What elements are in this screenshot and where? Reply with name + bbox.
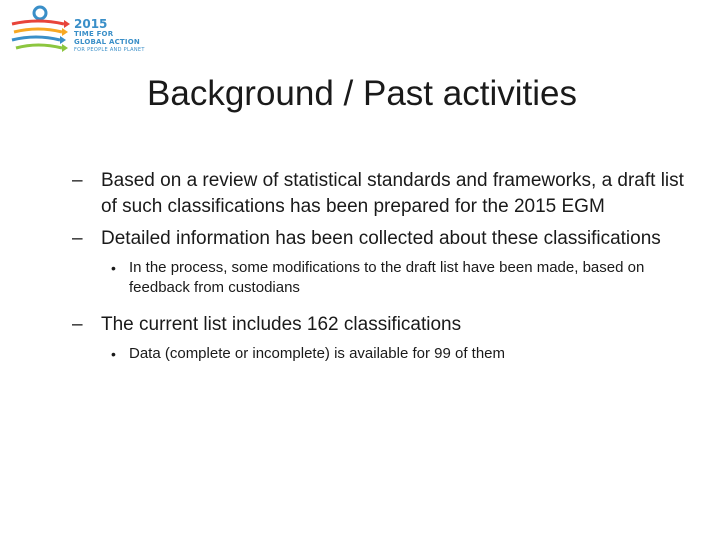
- bullet-dot-icon: •: [111, 260, 116, 276]
- bullet-item: [72, 168, 692, 220]
- bullet-list: [72, 168, 692, 378]
- bullet-item: [72, 226, 692, 252]
- bullet-text: Based on a review of statistical standards and frameworks, a draft list of such classifications has been prepared for the 2015 EGM: [101, 170, 684, 217]
- sub-bullet-item: [72, 258, 692, 298]
- dash-marker: –: [72, 314, 83, 335]
- logo-line-1: TIME FOR: [74, 30, 114, 38]
- bullet-item: [72, 312, 692, 338]
- sdg-logo: [8, 4, 148, 62]
- slide-title: Background / Past activities: [147, 74, 577, 113]
- sub-bullet-text: In the process, some modifications to the draft list have been made, based on feedback from custodians: [129, 259, 645, 296]
- logo-year: 2015: [74, 17, 108, 31]
- bullet-text: Detailed information has been collected about these classifications: [101, 228, 661, 249]
- sub-bullet-item: [72, 344, 692, 364]
- logo-line-2: GLOBAL ACTION: [74, 38, 140, 46]
- bullet-dot-icon: •: [111, 346, 116, 362]
- logo-tagline: FOR PEOPLE AND PLANET: [74, 47, 145, 53]
- sub-bullet-text: Data (complete or incomplete) is available for 99 of them: [129, 345, 506, 362]
- dash-marker: –: [72, 228, 83, 249]
- bullet-text: The current list includes 162 classifications: [101, 314, 462, 335]
- logo-arrows-icon: [8, 4, 74, 60]
- dash-marker: –: [72, 170, 83, 191]
